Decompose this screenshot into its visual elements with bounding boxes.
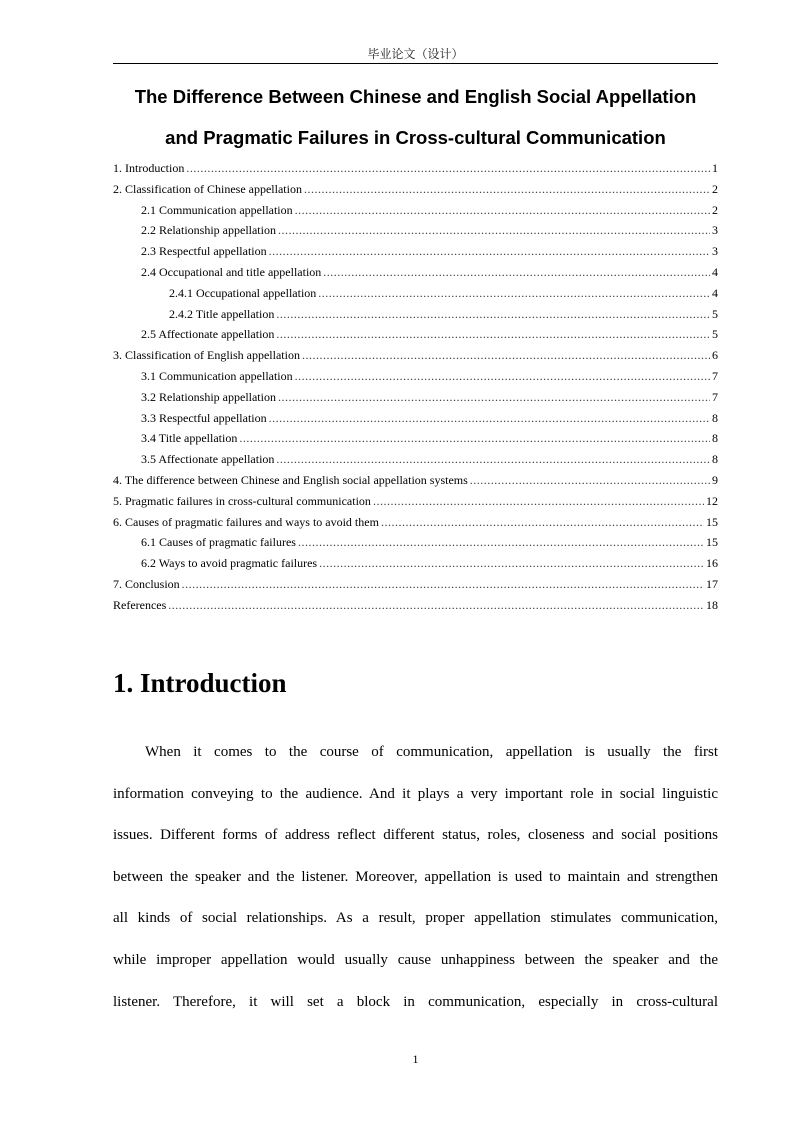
- toc-entry[interactable]: [113, 244, 718, 265]
- toc-entry[interactable]: [113, 369, 718, 390]
- toc-entry[interactable]: [113, 203, 718, 224]
- toc-entry[interactable]: [113, 161, 718, 182]
- toc-entry-page: 8: [712, 410, 718, 425]
- body-line-text: between the speaker and the listener. Moreover, appellation is used to maintain and strengthen: [113, 868, 718, 885]
- body-line: [113, 992, 718, 1034]
- toc-leader-dots: [186, 161, 710, 176]
- toc-leader-dots: [269, 244, 710, 259]
- toc-entry-page: 17: [706, 576, 718, 591]
- table-of-contents: [113, 161, 718, 619]
- toc-entry-label: 2.2 Relationship appellation: [141, 223, 276, 238]
- body-line-text: while improper appellation would usually cause unhappiness between the speaker and the: [113, 951, 718, 968]
- body-line-text: all kinds of social relationships. As a result, proper appellation stimulates communication,: [113, 910, 718, 927]
- body-line: [113, 784, 718, 826]
- toc-entry-page: 12: [706, 493, 718, 508]
- body-line-text: issues. Different forms of address reflect different status, roles, closeness and social positions: [113, 827, 718, 844]
- toc-entry-label: 2.4.1 Occupational appellation: [169, 285, 317, 300]
- toc-leader-dots: [298, 535, 704, 550]
- toc-entry-page: 15: [706, 514, 718, 529]
- body-line-text: When it comes to the course of communication, appellation is usually the first: [145, 744, 718, 760]
- toc-leader-dots: [302, 348, 710, 363]
- toc-leader-dots: [168, 598, 704, 613]
- header-rule: [113, 63, 718, 64]
- toc-entry[interactable]: [113, 182, 718, 203]
- toc-entry-label: 7. Conclusion: [113, 576, 180, 591]
- toc-entry-page: 6: [712, 348, 718, 363]
- toc-entry[interactable]: [113, 556, 718, 577]
- toc-entry-page: 3: [712, 244, 718, 259]
- toc-entry-page: 1: [712, 161, 718, 175]
- toc-entry-page: 2: [712, 181, 718, 196]
- toc-entry[interactable]: [113, 431, 718, 452]
- toc-entry-page: 9: [712, 472, 718, 487]
- toc-entry-label: 3.4 Title appellation: [141, 431, 238, 446]
- toc-entry-label: 3.1 Communication appellation: [141, 368, 293, 383]
- page-header: 毕业论文（设计）: [367, 47, 464, 61]
- toc-entry[interactable]: [113, 598, 718, 619]
- toc-entry-label: 4. The difference between Chinese and English social appellation systems: [113, 472, 468, 487]
- toc-entry[interactable]: [113, 473, 718, 494]
- page-number: 1: [412, 1052, 419, 1066]
- toc-entry[interactable]: [113, 265, 718, 286]
- body-line: [113, 908, 718, 950]
- toc-entry-page: 5: [712, 327, 718, 342]
- toc-leader-dots: [381, 515, 704, 530]
- toc-entry[interactable]: [113, 223, 718, 244]
- toc-leader-dots: [276, 327, 710, 342]
- toc-entry-page: 4: [712, 264, 718, 279]
- paper-title-line-2: and Pragmatic Failures in Cross-cultural Communication: [165, 127, 666, 148]
- toc-entry-label: 6.2 Ways to avoid pragmatic failures: [141, 556, 318, 571]
- toc-entry-page: 7: [712, 389, 718, 404]
- toc-entry[interactable]: [113, 411, 718, 432]
- toc-leader-dots: [295, 369, 710, 384]
- toc-entry-label: 3.2 Relationship appellation: [141, 389, 276, 404]
- toc-leader-dots: [373, 494, 704, 509]
- toc-entry-label: 6. Causes of pragmatic failures and ways to avoid them: [113, 514, 379, 529]
- toc-entry-page: 18: [706, 597, 718, 612]
- body-line: [113, 867, 718, 909]
- toc-entry[interactable]: [113, 348, 718, 369]
- toc-entry-page: 3: [712, 223, 718, 238]
- body-line: [113, 742, 718, 784]
- toc-entry-page: 4: [712, 285, 718, 300]
- toc-leader-dots: [278, 390, 710, 405]
- toc-leader-dots: [239, 431, 710, 446]
- toc-entry-label: 2. Classification of Chinese appellation: [113, 181, 302, 196]
- toc-entry-page: 2: [712, 202, 718, 217]
- toc-leader-dots: [295, 203, 710, 218]
- toc-entry-label: 2.3 Respectful appellation: [141, 244, 267, 259]
- toc-entry[interactable]: [113, 286, 718, 307]
- body-line: [113, 950, 718, 992]
- toc-entry-page: 5: [712, 306, 718, 321]
- toc-entry-page: 15: [706, 535, 718, 550]
- body-text: [113, 742, 718, 1033]
- toc-entry[interactable]: [113, 494, 718, 515]
- toc-leader-dots: [319, 556, 704, 571]
- toc-leader-dots: [182, 577, 704, 592]
- toc-leader-dots: [276, 452, 710, 467]
- toc-entry-label: 3. Classification of English appellation: [113, 348, 300, 363]
- body-line: [113, 825, 718, 867]
- toc-entry-label: 2.4 Occupational and title appellation: [141, 264, 322, 279]
- toc-entry-page: 7: [712, 368, 718, 383]
- toc-leader-dots: [323, 265, 710, 280]
- toc-entry-label: 6.1 Causes of pragmatic failures: [141, 535, 296, 550]
- toc-entry[interactable]: [113, 327, 718, 348]
- toc-entry[interactable]: [113, 515, 718, 536]
- toc-leader-dots: [269, 411, 710, 426]
- body-line-text: listener. Therefore, it will set a block in communication, especially in cross-cultural: [113, 993, 718, 1010]
- toc-leader-dots: [318, 286, 710, 301]
- toc-entry-label: 3.5 Affectionate appellation: [141, 452, 275, 467]
- toc-leader-dots: [304, 182, 710, 197]
- toc-entry[interactable]: [113, 577, 718, 598]
- toc-entry-label: 1. Introduction: [113, 161, 185, 175]
- toc-leader-dots: [276, 307, 710, 322]
- toc-entry[interactable]: [113, 307, 718, 328]
- toc-entry[interactable]: [113, 390, 718, 411]
- toc-leader-dots: [470, 473, 710, 488]
- toc-entry[interactable]: [113, 452, 718, 473]
- section-heading: 1. Introduction: [113, 668, 287, 698]
- toc-entry[interactable]: [113, 535, 718, 556]
- paper-title-line-1: The Difference Between Chinese and English Social Appellation: [134, 86, 697, 107]
- toc-entry-page: 8: [712, 452, 718, 467]
- toc-entry-label: 2.1 Communication appellation: [141, 202, 293, 217]
- toc-entry-page: 8: [712, 431, 718, 446]
- toc-entry-label: References: [113, 597, 167, 612]
- toc-entry-label: 5. Pragmatic failures in cross-cultural communication: [113, 493, 371, 508]
- toc-leader-dots: [278, 223, 710, 238]
- toc-entry-label: 3.3 Respectful appellation: [141, 410, 267, 425]
- body-line-text: information conveying to the audience. And it plays a very important role in social linguistic: [113, 785, 718, 802]
- toc-entry-label: 2.5 Affectionate appellation: [141, 327, 275, 342]
- toc-entry-page: 16: [706, 556, 718, 571]
- toc-entry-label: 2.4.2 Title appellation: [169, 306, 275, 321]
